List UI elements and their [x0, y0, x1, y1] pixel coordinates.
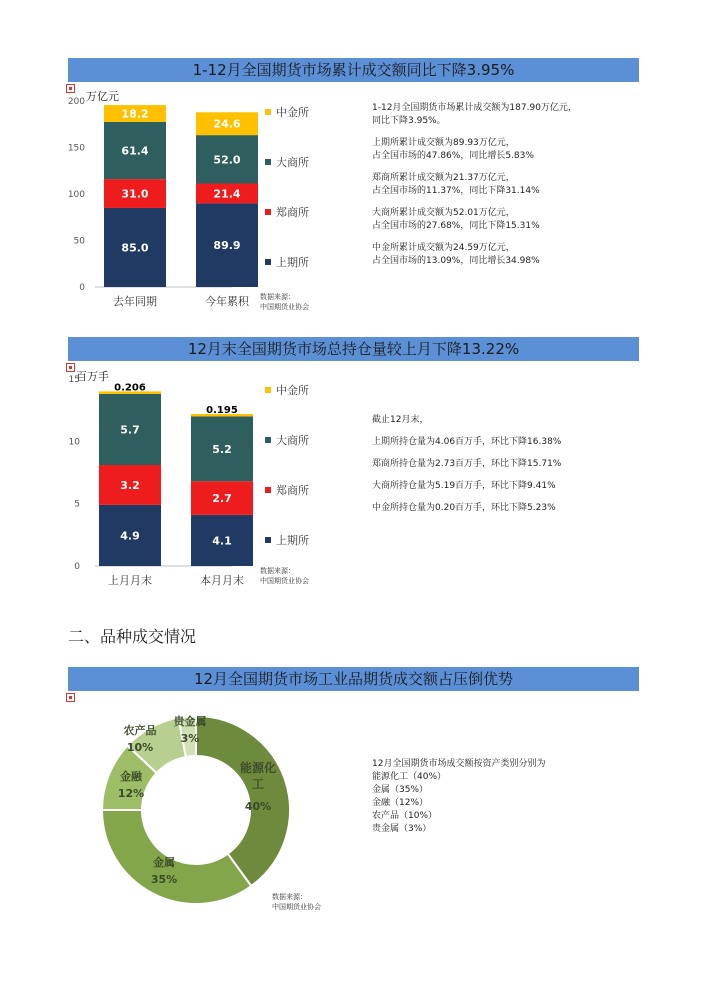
chart2-title: 12月末全国期货市场总持仓量较上月下降13.22% — [68, 337, 639, 361]
note-line: 金融（12%） — [372, 798, 429, 808]
legend-swatch — [265, 109, 271, 115]
note-line: 占全国市场的27.68%，同比下降15.31% — [372, 221, 540, 231]
legend-swatch — [265, 387, 271, 393]
y-tick-label: 15 — [68, 375, 80, 385]
legend-label: 郑商所 — [276, 206, 309, 219]
note-line: 12月全国期货市场成交额按资产类别分别为 — [372, 759, 546, 769]
note-line: 1-12月全国期货市场累计成交额为187.90万亿元， — [372, 103, 577, 113]
y-tick-label: 100 — [67, 190, 85, 200]
note-line: 中金所持仓量为0.20百万手，环比下降5.23% — [372, 503, 556, 513]
note-line: 占全国市场的11.37%，同比下降31.14% — [372, 186, 540, 196]
note-line: 占全国市场的47.86%，同比增长5.83% — [372, 151, 534, 161]
legend-swatch — [265, 209, 271, 215]
bar-data-label: 0.195 — [206, 404, 238, 416]
bar-data-label: 52.0 — [213, 153, 241, 167]
slice-name-label: 金融 — [120, 770, 142, 783]
bar-data-label: 61.4 — [121, 144, 149, 158]
slice-name-label: 金属 — [153, 856, 175, 869]
note-line: 贵金属（3%） — [372, 824, 432, 834]
legend-swatch — [265, 437, 271, 443]
y-tick-label: 5 — [74, 499, 80, 510]
y-tick-label: 10 — [68, 437, 80, 448]
slice-value-label: 12% — [117, 787, 145, 800]
legend-label: 中金所 — [276, 106, 309, 119]
chart1-source: 数据来源： 中国期货业协会 — [260, 293, 309, 311]
bar-data-label: 18.2 — [121, 107, 149, 121]
y-tick-label: 150 — [67, 143, 85, 154]
x-tick-label: 上月月末 — [108, 574, 152, 587]
legend-label: 上期所 — [276, 256, 309, 269]
bar-data-label: 85.0 — [121, 241, 149, 255]
note-line: 上期所持仓量为4.06百万手，环比下降16.38% — [372, 437, 562, 447]
x-tick-label: 本月月末 — [200, 574, 244, 587]
note-line: 能源化工（40%） — [372, 772, 447, 782]
note-line: 同比下降3.95%。 — [372, 116, 446, 126]
bar-data-label: 4.1 — [212, 534, 232, 548]
legend-label: 上期所 — [276, 534, 309, 547]
note-line: 上期所累计成交额为89.93万亿元， — [372, 138, 515, 148]
slice-value-label: 40% — [244, 800, 272, 813]
y-axis-unit: 万亿元 — [86, 90, 119, 103]
bar-data-label: 89.9 — [213, 239, 241, 253]
slice-value-label: 35% — [150, 873, 178, 886]
bar-data-label: 3.2 — [120, 478, 140, 492]
bar-data-label: 2.7 — [212, 492, 232, 506]
note-line: 大商所持仓量为5.19百万手，环比下降9.41% — [372, 481, 556, 491]
slice-name-label: 工 — [251, 777, 265, 791]
slice-name-label: 贵金属 — [173, 715, 207, 728]
legend-swatch — [265, 159, 271, 165]
note-line: 农产品（10%） — [372, 811, 438, 821]
note-line: 郑商所累计成交额为21.37万亿元， — [372, 173, 515, 183]
note-line: 占全国市场的13.09%，同比增长34.98% — [372, 256, 540, 266]
y-tick-label: 50 — [73, 236, 85, 247]
y-tick-label: 0 — [79, 283, 85, 293]
legend-swatch — [265, 537, 271, 543]
chart3-title: 12月全国期货市场工业品期货成交额占压倒优势 — [68, 667, 639, 691]
note-line: 截止12月末， — [372, 415, 429, 425]
bar-data-label: 4.9 — [120, 529, 140, 543]
legend-swatch — [265, 487, 271, 493]
pie-slice — [196, 716, 290, 886]
y-tick-label: 200 — [67, 97, 85, 107]
note-line: 金属（35%） — [372, 785, 429, 795]
slice-name-label: 能源化 — [239, 761, 277, 775]
slice-value-label: 3% — [180, 732, 200, 745]
legend-label: 中金所 — [276, 384, 309, 397]
chart2-source: 数据来源： 中国期货业协会 — [260, 567, 309, 585]
y-axis-unit: 百万手 — [76, 370, 109, 383]
y-tick-label: 0 — [74, 562, 80, 572]
legend-label: 大商所 — [276, 434, 309, 447]
legend-label: 大商所 — [276, 156, 309, 169]
x-tick-label: 今年累积 — [205, 295, 249, 308]
note-line: 中金所累计成交额为24.59万亿元， — [372, 243, 515, 253]
legend-label: 郑商所 — [276, 484, 309, 497]
bar-data-label: 31.0 — [121, 187, 149, 201]
bar-data-label: 5.7 — [120, 423, 140, 437]
pie-slice — [102, 810, 251, 904]
bar-data-label: 24.6 — [213, 117, 241, 131]
legend-swatch — [265, 259, 271, 265]
note-line: 大商所累计成交额为52.01万亿元， — [372, 208, 515, 218]
note-line: 郑商所持仓量为2.73百万手，环比下降15.71% — [372, 459, 562, 469]
chart3-source: 数据来源： 中国期货业协会 — [272, 893, 321, 911]
bar-data-label: 0.206 — [114, 382, 146, 394]
x-tick-label: 去年同期 — [113, 295, 157, 308]
bar-data-label: 5.2 — [212, 442, 232, 456]
slice-name-label: 农产品 — [123, 724, 157, 737]
chart1-title: 1-12月全国期货市场累计成交额同比下降3.95% — [68, 58, 639, 82]
section-heading: 二、品种成交情况 — [68, 627, 197, 646]
bar-data-label: 21.4 — [213, 187, 241, 201]
slice-value-label: 10% — [126, 741, 154, 754]
